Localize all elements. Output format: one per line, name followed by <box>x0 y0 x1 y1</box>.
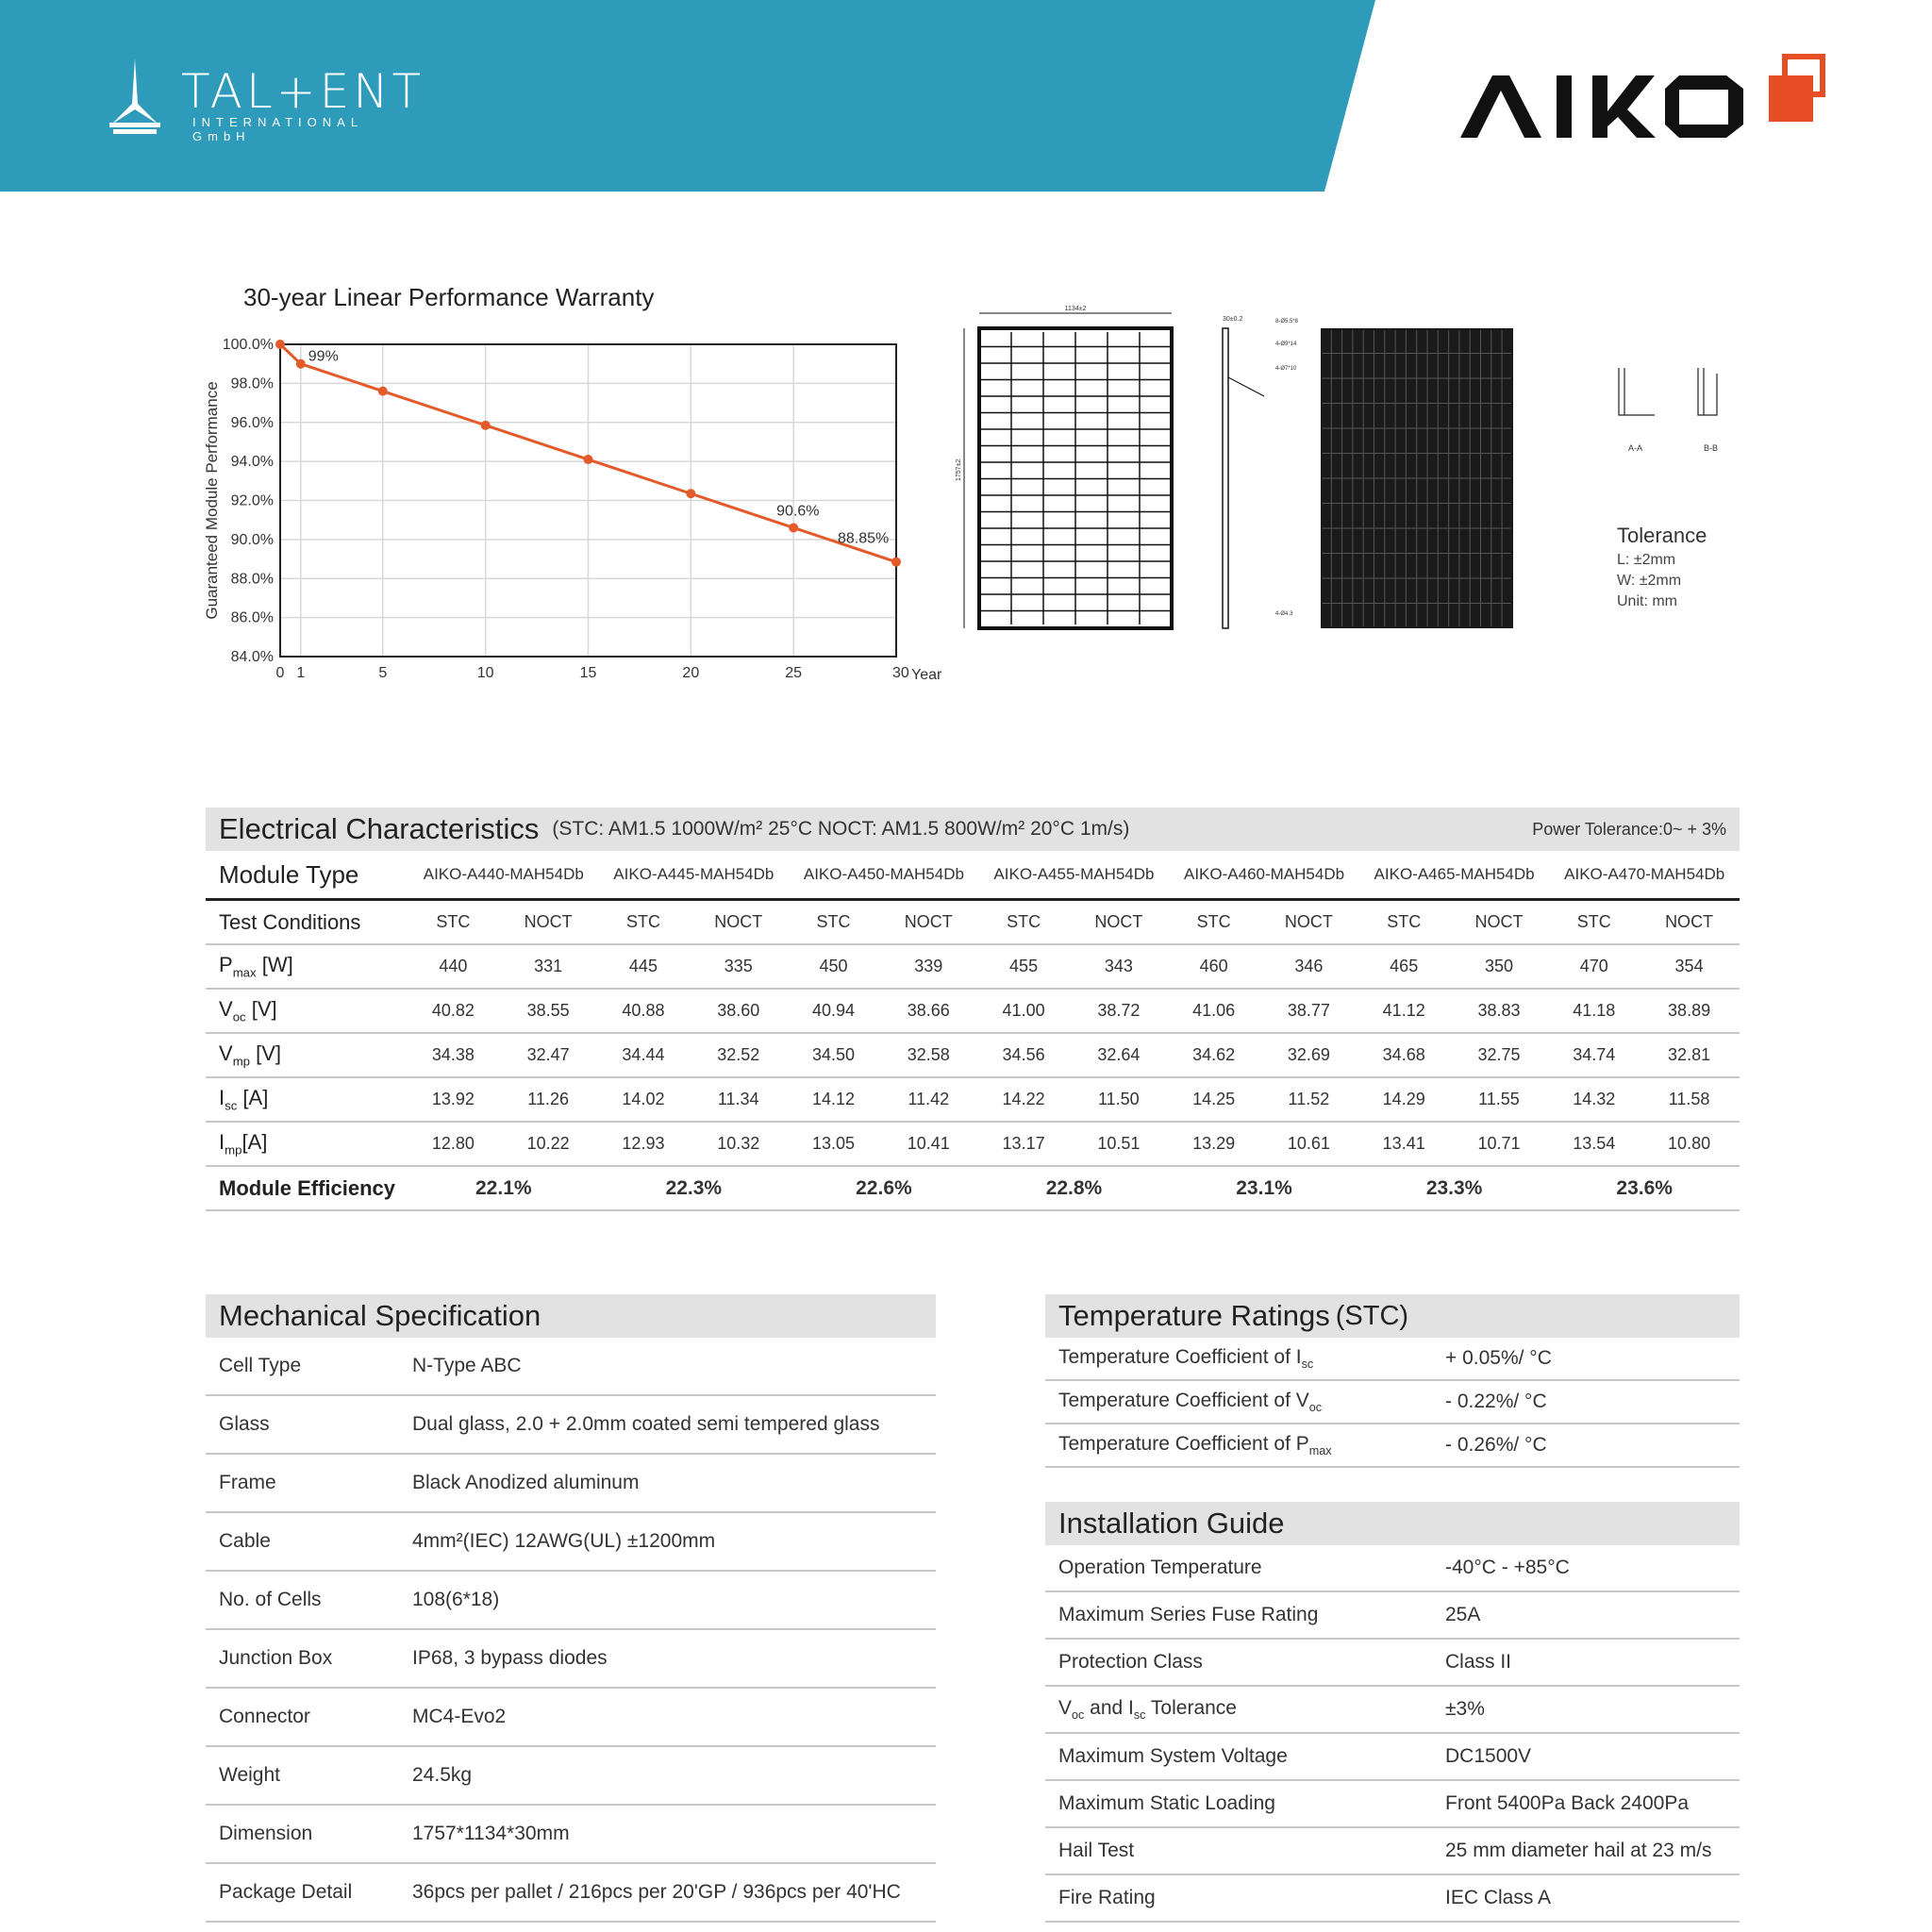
table-row <box>206 1033 1740 1077</box>
spec-label-subscript: max <box>1308 1444 1332 1458</box>
table-cell: 354 <box>1639 944 1740 989</box>
table-cell: 10.41 <box>878 1122 979 1166</box>
table-cell: 38.89 <box>1639 989 1740 1033</box>
spec-value: ±3% <box>1432 1686 1740 1733</box>
spec-label-text: Weight <box>219 1764 280 1786</box>
installation-title: Installation Guide <box>1045 1502 1740 1545</box>
spec-value: -40°C - +85°C <box>1432 1545 1740 1591</box>
electrical-table <box>206 851 1740 1211</box>
table-cell: 13.17 <box>979 1122 1069 1166</box>
parameter-symbol: V <box>219 997 233 1022</box>
front-height-label: 1757±2 <box>956 458 962 481</box>
talent-subtitle: INTERNATIONAL GmbH <box>192 115 363 143</box>
tolerance-line: Unit: mm <box>1617 593 1677 609</box>
spec-label-text: Maximum Static Loading <box>1058 1792 1275 1814</box>
spec-label-text: Connector <box>219 1706 310 1727</box>
y-tick-label: 88.0% <box>230 571 274 588</box>
x-tick-label: 25 <box>785 665 803 681</box>
spec-row <box>1045 1733 1740 1780</box>
spec-label <box>1045 1686 1432 1733</box>
table-cell: 11.55 <box>1449 1077 1550 1122</box>
spec-label-subscript: oc <box>1072 1708 1085 1723</box>
mechanical-title: Mechanical Specification <box>206 1294 936 1338</box>
table-cell: 41.06 <box>1169 989 1258 1033</box>
stc-header: STC <box>1549 900 1639 945</box>
spec-row <box>206 1454 936 1512</box>
parameter-subscript: oc <box>232 1009 246 1024</box>
data-point <box>789 523 798 532</box>
data-label: 99% <box>308 348 339 365</box>
y-tick-label: 86.0% <box>230 609 274 626</box>
temperature-ratings <box>1045 1294 1740 1468</box>
table-cell: 470 <box>1549 944 1639 989</box>
spec-label <box>1045 1780 1432 1827</box>
spec-label <box>206 1629 399 1688</box>
spec-value: - 0.26%/ °C <box>1432 1424 1740 1467</box>
spec-label-subscript: sc <box>1133 1708 1146 1723</box>
table-row <box>206 1122 1740 1166</box>
table-cell: 40.82 <box>408 989 498 1033</box>
table-cell: 11.42 <box>878 1077 979 1122</box>
spec-value: 25 mm diameter hail at 23 m/s <box>1432 1827 1740 1874</box>
side-view <box>1223 328 1264 628</box>
x-tick-label: 1 <box>296 665 306 681</box>
temperature-title: Temperature Ratings <box>1058 1299 1330 1332</box>
table-cell: 13.41 <box>1359 1122 1449 1166</box>
section-label-bb: B-B <box>1704 443 1719 453</box>
model-name: AIKO-A450-MAH54Db <box>789 851 979 900</box>
parameter-subscript: sc <box>225 1098 238 1113</box>
y-tick-label: 94.0% <box>230 454 274 471</box>
parameter-label <box>206 1077 408 1122</box>
table-cell: 32.47 <box>498 1033 599 1077</box>
table-cell: 445 <box>599 944 689 989</box>
spec-row <box>206 1571 936 1629</box>
installation-guide <box>1045 1502 1740 1923</box>
parameter-symbol: I <box>219 1086 225 1110</box>
test-conditions-row <box>206 900 1740 945</box>
spec-label-text: Dimension <box>219 1823 313 1844</box>
model-name: AIKO-A440-MAH54Db <box>408 851 599 900</box>
model-name: AIKO-A445-MAH54Db <box>599 851 790 900</box>
spec-label-text: Temperature Coefficient of P <box>1058 1432 1309 1455</box>
table-cell: 440 <box>408 944 498 989</box>
x-axis-label: Year <box>911 667 942 683</box>
spec-row <box>206 1338 936 1395</box>
spec-value: Class II <box>1432 1639 1740 1686</box>
spec-label-text: and I <box>1084 1696 1134 1719</box>
table-cell: 335 <box>688 944 789 989</box>
table-cell: 10.22 <box>498 1122 599 1166</box>
hole-label: 8-Ø5.5*8 <box>1275 319 1299 325</box>
electrical-characteristics <box>206 808 1740 1211</box>
temperature-header <box>1045 1294 1740 1338</box>
spec-value: 24.5kg <box>399 1746 936 1805</box>
table-cell: 13.05 <box>789 1122 878 1166</box>
table-cell: 38.72 <box>1068 989 1169 1033</box>
table-cell: 34.50 <box>789 1033 878 1077</box>
spec-label-text: Maximum Series Fuse Rating <box>1058 1604 1319 1625</box>
tolerance-block <box>1617 524 1707 610</box>
parameter-unit: [W] <box>256 953 293 977</box>
aiko-logo <box>1453 34 1849 147</box>
parameter-label <box>206 944 408 989</box>
section-label-aa: A-A <box>1628 443 1643 453</box>
table-cell: 455 <box>979 944 1069 989</box>
spec-label <box>1045 1591 1432 1639</box>
table-cell: 13.54 <box>1549 1122 1639 1166</box>
table-cell: 32.58 <box>878 1033 979 1077</box>
table-cell: 339 <box>878 944 979 989</box>
parameter-symbol: V <box>219 1041 233 1066</box>
spec-row <box>1045 1686 1740 1733</box>
table-cell: 34.44 <box>599 1033 689 1077</box>
spec-value: N-Type ABC <box>399 1338 936 1395</box>
aiko-wordmark <box>1460 75 1743 138</box>
spec-label-text: No. of Cells <box>219 1589 322 1610</box>
table-cell: 465 <box>1359 944 1449 989</box>
stc-header: STC <box>408 900 498 945</box>
table-cell: 10.61 <box>1258 1122 1359 1166</box>
table-cell: 32.81 <box>1639 1033 1740 1077</box>
spec-row <box>1045 1780 1740 1827</box>
table-cell: 10.71 <box>1449 1122 1550 1166</box>
model-name: AIKO-A460-MAH54Db <box>1169 851 1359 900</box>
x-tick-label: 15 <box>579 665 597 681</box>
spec-label-text: Junction Box <box>219 1647 333 1669</box>
spec-value: Front 5400Pa Back 2400Pa <box>1432 1780 1740 1827</box>
spec-label <box>206 1746 399 1805</box>
table-cell: 331 <box>498 944 599 989</box>
table-cell: 34.56 <box>979 1033 1069 1077</box>
electrical-conditions: (STC: AM1.5 1000W/m² 25°C NOCT: AM1.5 800W/m² 20°C 1m/s) <box>552 818 1130 840</box>
spec-label <box>206 1863 399 1922</box>
table-cell: 38.66 <box>878 989 979 1033</box>
data-label: 90.6% <box>776 503 820 520</box>
spec-value: 108(6*18) <box>399 1571 936 1629</box>
table-cell: 13.29 <box>1169 1122 1258 1166</box>
front-width-label: 1134±2 <box>1064 306 1087 312</box>
parameter-label <box>206 1033 408 1077</box>
aiko-squares-icon <box>1769 57 1823 122</box>
spec-label-text: Fire Rating <box>1058 1887 1156 1908</box>
table-cell: 11.58 <box>1639 1077 1740 1122</box>
module-type-label: Module Type <box>206 851 408 900</box>
noct-header: NOCT <box>1258 900 1359 945</box>
tolerance-line: L: ±2mm <box>1617 552 1676 568</box>
table-cell: 14.02 <box>599 1077 689 1122</box>
noct-header: NOCT <box>1068 900 1169 945</box>
efficiency-value: 22.1% <box>408 1166 599 1210</box>
spec-label <box>1045 1639 1432 1686</box>
spec-row <box>206 1805 936 1863</box>
table-row <box>206 944 1740 989</box>
spec-row <box>1045 1591 1740 1639</box>
efficiency-value: 23.6% <box>1549 1166 1740 1210</box>
table-cell: 34.68 <box>1359 1033 1449 1077</box>
spec-row <box>206 1746 936 1805</box>
spec-label-text: Operation Temperature <box>1058 1557 1262 1578</box>
spec-row <box>1045 1827 1740 1874</box>
module-type-row <box>206 851 1740 900</box>
power-tolerance: Power Tolerance:0~ + 3% <box>1532 819 1726 839</box>
noct-header: NOCT <box>878 900 979 945</box>
spec-label <box>206 1512 399 1571</box>
table-cell: 34.62 <box>1169 1033 1258 1077</box>
table-cell: 40.88 <box>599 989 689 1033</box>
parameter-subscript: max <box>232 965 257 980</box>
data-point <box>378 387 388 396</box>
parameter-subscript: mp <box>225 1142 242 1158</box>
table-cell: 32.69 <box>1258 1033 1359 1077</box>
tolerance-title: Tolerance <box>1617 524 1707 547</box>
spec-label <box>1045 1380 1432 1424</box>
data-point <box>296 359 306 369</box>
spec-row <box>1045 1639 1740 1686</box>
stc-header: STC <box>1169 900 1258 945</box>
spec-value: - 0.22%/ °C <box>1432 1380 1740 1424</box>
table-cell: 11.50 <box>1068 1077 1169 1122</box>
spec-row <box>206 1863 936 1922</box>
data-point <box>891 558 901 567</box>
table-cell: 450 <box>789 944 878 989</box>
spec-label <box>206 1571 399 1629</box>
spec-label-text: Package Detail <box>219 1881 353 1903</box>
table-cell: 32.52 <box>688 1033 789 1077</box>
spec-value: + 0.05%/ °C <box>1432 1338 1740 1380</box>
noct-header: NOCT <box>498 900 599 945</box>
parameter-unit: [A] <box>242 1130 268 1155</box>
talent-wordmark: TAL+ENT <box>181 64 425 119</box>
spec-row <box>1045 1380 1740 1424</box>
table-cell: 12.80 <box>408 1122 498 1166</box>
section-profiles <box>1619 368 1717 415</box>
x-tick-label: 10 <box>476 665 494 681</box>
table-cell: 38.60 <box>688 989 789 1033</box>
test-conditions-label: Test Conditions <box>206 900 408 945</box>
efficiency-label: Module Efficiency <box>206 1166 408 1210</box>
table-row <box>206 989 1740 1033</box>
spec-value: 25A <box>1432 1591 1740 1639</box>
tower-icon <box>102 58 168 134</box>
spec-value: IEC Class A <box>1432 1874 1740 1922</box>
noct-header: NOCT <box>688 900 789 945</box>
y-tick-label: 96.0% <box>230 414 274 431</box>
parameter-label <box>206 989 408 1033</box>
spec-value: MC4-Evo2 <box>399 1688 936 1746</box>
chart-title: 30-year Linear Performance Warranty <box>243 283 655 311</box>
spec-label-subscript: sc <box>1301 1357 1314 1372</box>
front-view <box>964 313 1172 628</box>
spec-label <box>1045 1424 1432 1467</box>
tolerance-line: W: ±2mm <box>1617 573 1682 589</box>
table-cell: 13.92 <box>408 1077 498 1122</box>
table-cell: 32.75 <box>1449 1033 1550 1077</box>
table-cell: 14.12 <box>789 1077 878 1122</box>
data-point <box>275 340 285 349</box>
spec-row <box>206 1688 936 1746</box>
efficiency-value: 23.3% <box>1359 1166 1550 1210</box>
table-cell: 14.22 <box>979 1077 1069 1122</box>
y-tick-label: 98.0% <box>230 375 274 392</box>
table-cell: 10.51 <box>1068 1122 1169 1166</box>
spec-label-text: V <box>1058 1696 1073 1719</box>
table-cell: 10.80 <box>1639 1122 1740 1166</box>
table-cell: 14.29 <box>1359 1077 1449 1122</box>
table-cell: 11.26 <box>498 1077 599 1122</box>
spec-value: 1757*1134*30mm <box>399 1805 936 1863</box>
table-cell: 346 <box>1258 944 1359 989</box>
spec-value: DC1500V <box>1432 1733 1740 1780</box>
stc-header: STC <box>1359 900 1449 945</box>
table-cell: 41.18 <box>1549 989 1639 1033</box>
model-name: AIKO-A455-MAH54Db <box>979 851 1170 900</box>
table-cell: 32.64 <box>1068 1033 1169 1077</box>
table-cell: 40.94 <box>789 989 878 1033</box>
spec-label <box>206 1805 399 1863</box>
spec-value: Dual glass, 2.0 + 2.0mm coated semi tempered glass <box>399 1395 936 1454</box>
table-cell: 11.34 <box>688 1077 789 1122</box>
parameter-symbol: P <box>219 953 233 977</box>
spec-label <box>1045 1827 1432 1874</box>
parameter-unit: [V] <box>245 997 277 1022</box>
side-label: 30±0.2 <box>1223 316 1243 323</box>
model-name: AIKO-A470-MAH54Db <box>1549 851 1740 900</box>
stc-header: STC <box>979 900 1069 945</box>
table-cell: 38.55 <box>498 989 599 1033</box>
table-cell: 38.83 <box>1449 989 1550 1033</box>
parameter-subscript: mp <box>232 1054 251 1069</box>
spec-row <box>1045 1424 1740 1467</box>
spec-label-text: Maximum System Voltage <box>1058 1745 1288 1767</box>
spec-label-subscript: oc <box>1308 1401 1323 1415</box>
warranty-chart <box>189 321 962 698</box>
hole-label: 4-Ø4.3 <box>1275 611 1293 617</box>
spec-label-text: Tolerance <box>1145 1696 1237 1719</box>
electrical-header <box>206 808 1740 851</box>
table-cell: 14.32 <box>1549 1077 1639 1122</box>
spec-label <box>1045 1733 1432 1780</box>
electrical-title: Electrical Characteristics <box>219 812 540 845</box>
mechanical-specification <box>206 1294 936 1923</box>
spec-label-text: Protection Class <box>1058 1651 1203 1673</box>
spec-label <box>1045 1874 1432 1922</box>
table-row <box>206 1077 1740 1122</box>
table-cell: 34.38 <box>408 1033 498 1077</box>
table-cell: 12.93 <box>599 1122 689 1166</box>
efficiency-value: 22.8% <box>979 1166 1170 1210</box>
spec-row <box>1045 1874 1740 1922</box>
efficiency-value: 22.6% <box>789 1166 979 1210</box>
parameter-symbol: I <box>219 1130 225 1155</box>
efficiency-value: 22.3% <box>599 1166 790 1210</box>
table-cell: 41.00 <box>979 989 1069 1033</box>
table-cell: 343 <box>1068 944 1169 989</box>
table-cell: 10.32 <box>688 1122 789 1166</box>
parameter-unit: [A] <box>237 1086 269 1110</box>
table-cell: 350 <box>1449 944 1550 989</box>
x-tick-label: 30 <box>892 665 909 681</box>
spec-label-text: Glass <box>219 1413 270 1435</box>
y-tick-label: 84.0% <box>230 649 274 665</box>
hole-label: 4-Ø9*14 <box>1275 341 1297 347</box>
efficiency-value: 23.1% <box>1169 1166 1359 1210</box>
y-axis-label: Guaranteed Module Performance <box>203 381 221 620</box>
spec-value: 36pcs per pallet / 216pcs per 20'GP / 936pcs per 40'HC <box>399 1863 936 1922</box>
spec-label <box>206 1454 399 1512</box>
y-tick-label: 90.0% <box>230 531 274 548</box>
table-cell: 34.74 <box>1549 1033 1639 1077</box>
noct-header: NOCT <box>1639 900 1740 945</box>
talent-logo <box>102 58 425 143</box>
parameter-unit: [V] <box>250 1041 282 1066</box>
spec-label-text: Hail Test <box>1058 1840 1135 1861</box>
spec-label-text: Temperature Coefficient of V <box>1058 1389 1309 1411</box>
data-point <box>481 421 491 430</box>
spec-label <box>206 1395 399 1454</box>
spec-value: 4mm²(IEC) 12AWG(UL) ±1200mm <box>399 1512 936 1571</box>
spec-label-text: Cable <box>219 1530 271 1552</box>
table-cell: 41.12 <box>1359 989 1449 1033</box>
table-cell: 38.77 <box>1258 989 1359 1033</box>
back-view <box>1321 328 1513 628</box>
spec-row <box>206 1512 936 1571</box>
model-name: AIKO-A465-MAH54Db <box>1359 851 1550 900</box>
spec-label <box>1045 1545 1432 1591</box>
spec-label <box>206 1688 399 1746</box>
hole-label: 4-Ø7*10 <box>1275 366 1297 372</box>
spec-row <box>1045 1338 1740 1380</box>
y-tick-label: 100.0% <box>222 337 274 353</box>
table-cell: 460 <box>1169 944 1258 989</box>
spec-row <box>206 1395 936 1454</box>
parameter-label <box>206 1122 408 1166</box>
spec-row <box>206 1629 936 1688</box>
temperature-title-suffix: (STC) <box>1335 1300 1409 1331</box>
spec-label <box>206 1338 399 1395</box>
stc-header: STC <box>599 900 689 945</box>
spec-label <box>1045 1338 1432 1380</box>
y-tick-label: 92.0% <box>230 492 274 509</box>
spec-label-text: Frame <box>219 1472 276 1493</box>
spec-value: Black Anodized aluminum <box>399 1454 936 1512</box>
data-point <box>686 489 695 498</box>
table-cell: 11.52 <box>1258 1077 1359 1122</box>
table-cell: 14.25 <box>1169 1077 1258 1122</box>
efficiency-row <box>206 1166 1740 1210</box>
stc-header: STC <box>789 900 878 945</box>
x-tick-label: 5 <box>378 665 388 681</box>
spec-value: IP68, 3 bypass diodes <box>399 1629 936 1688</box>
spec-label-text: Temperature Coefficient of I <box>1058 1345 1302 1368</box>
spec-label-text: Cell Type <box>219 1355 302 1376</box>
data-label: 88.85% <box>838 530 890 547</box>
x-tick-label: 20 <box>682 665 700 681</box>
noct-header: NOCT <box>1449 900 1550 945</box>
spec-row <box>1045 1545 1740 1591</box>
x-tick-label: 0 <box>275 665 285 681</box>
data-point <box>584 455 593 464</box>
